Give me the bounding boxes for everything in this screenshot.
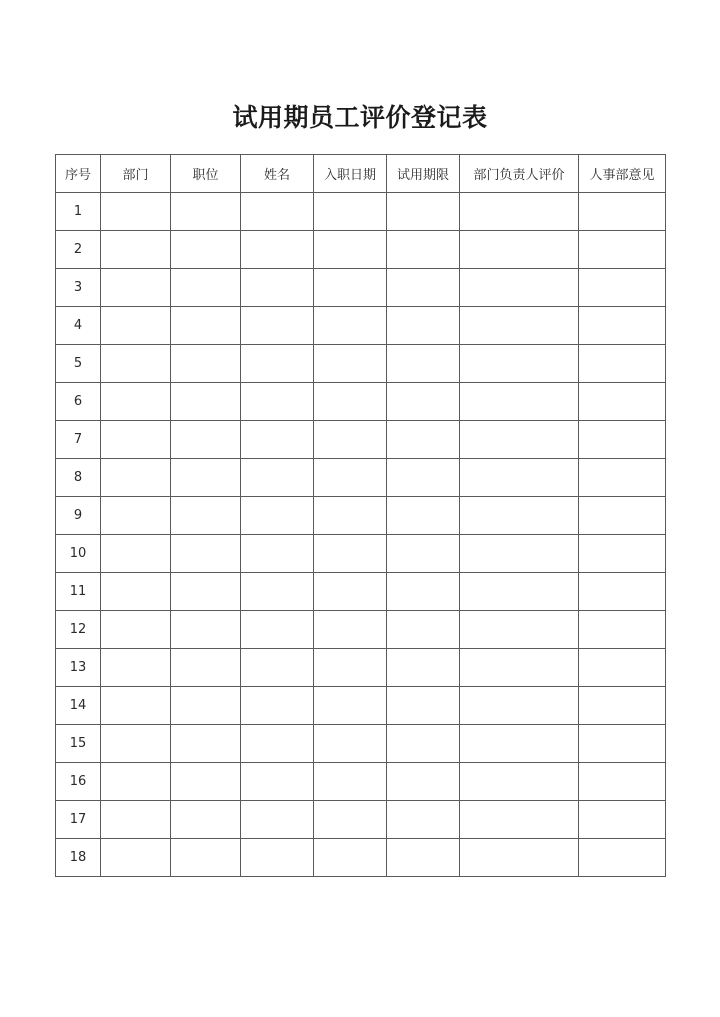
position-cell[interactable]	[171, 763, 241, 801]
probation-period-cell[interactable]	[387, 307, 460, 345]
table-row	[56, 459, 666, 497]
hr-opinion-cell[interactable]	[579, 801, 666, 839]
hire-date-cell[interactable]	[314, 839, 387, 877]
position-cell[interactable]	[171, 459, 241, 497]
row-index-cell: 10	[56, 535, 101, 573]
row-index-cell: 14	[56, 687, 101, 725]
manager-evaluation-cell[interactable]	[460, 801, 579, 839]
table-row	[56, 801, 666, 839]
table-row	[56, 725, 666, 763]
manager-evaluation-cell[interactable]	[460, 383, 579, 421]
name-cell[interactable]	[241, 535, 314, 573]
hr-opinion-cell[interactable]	[579, 649, 666, 687]
hire-date-cell[interactable]	[314, 687, 387, 725]
hire-date-cell[interactable]	[314, 649, 387, 687]
row-index-cell: 6	[56, 383, 101, 421]
hire-date-cell[interactable]	[314, 307, 387, 345]
manager-evaluation-cell[interactable]	[460, 269, 579, 307]
hire-date-cell[interactable]	[314, 497, 387, 535]
row-index-cell: 2	[56, 231, 101, 269]
table-row	[56, 383, 666, 421]
manager-evaluation-cell[interactable]	[460, 649, 579, 687]
department-cell[interactable]	[101, 231, 171, 269]
hire-date-cell[interactable]	[314, 763, 387, 801]
position-cell[interactable]	[171, 345, 241, 383]
name-cell[interactable]	[241, 307, 314, 345]
manager-evaluation-cell[interactable]	[460, 687, 579, 725]
table-row	[56, 345, 666, 383]
hr-opinion-cell[interactable]	[579, 345, 666, 383]
hire-date-cell[interactable]	[314, 725, 387, 763]
col-header-department: 部门	[101, 155, 171, 193]
probation-period-cell[interactable]	[387, 801, 460, 839]
row-index-cell: 1	[56, 193, 101, 231]
name-cell[interactable]	[241, 459, 314, 497]
probation-period-cell[interactable]	[387, 535, 460, 573]
name-cell[interactable]	[241, 763, 314, 801]
table-row	[56, 649, 666, 687]
probation-period-cell[interactable]	[387, 345, 460, 383]
position-cell[interactable]	[171, 573, 241, 611]
probation-period-cell[interactable]	[387, 611, 460, 649]
table-row	[56, 573, 666, 611]
table-row	[56, 497, 666, 535]
col-header-name: 姓名	[241, 155, 314, 193]
manager-evaluation-cell[interactable]	[460, 573, 579, 611]
department-cell[interactable]	[101, 497, 171, 535]
col-header-hr-opinion: 人事部意见	[579, 155, 666, 193]
row-index-cell: 18	[56, 839, 101, 877]
hr-opinion-cell[interactable]	[579, 497, 666, 535]
page-title: 试用期员工评价登记表	[232, 103, 488, 132]
probation-period-cell[interactable]	[387, 725, 460, 763]
row-index-cell: 8	[56, 459, 101, 497]
col-header-position: 职位	[171, 155, 241, 193]
manager-evaluation-cell[interactable]	[460, 763, 579, 801]
manager-evaluation-cell[interactable]	[460, 193, 579, 231]
header-row	[56, 155, 666, 193]
manager-evaluation-cell[interactable]	[460, 421, 579, 459]
hr-opinion-cell[interactable]	[579, 763, 666, 801]
hr-opinion-cell[interactable]	[579, 307, 666, 345]
name-cell[interactable]	[241, 687, 314, 725]
col-header-probation-period: 试用期限	[387, 155, 460, 193]
position-cell[interactable]	[171, 649, 241, 687]
manager-evaluation-cell[interactable]	[460, 725, 579, 763]
probation-period-cell[interactable]	[387, 687, 460, 725]
table-row	[56, 193, 666, 231]
table-body	[56, 193, 666, 877]
manager-evaluation-cell[interactable]	[460, 307, 579, 345]
manager-evaluation-cell[interactable]	[460, 839, 579, 877]
position-cell[interactable]	[171, 611, 241, 649]
manager-evaluation-cell[interactable]	[460, 497, 579, 535]
row-index-cell: 15	[56, 725, 101, 763]
department-cell[interactable]	[101, 573, 171, 611]
department-cell[interactable]	[101, 421, 171, 459]
hire-date-cell[interactable]	[314, 269, 387, 307]
probation-period-cell[interactable]	[387, 231, 460, 269]
manager-evaluation-cell[interactable]	[460, 611, 579, 649]
name-cell[interactable]	[241, 231, 314, 269]
probation-period-cell[interactable]	[387, 459, 460, 497]
department-cell[interactable]	[101, 307, 171, 345]
row-index-cell: 11	[56, 573, 101, 611]
col-header-index: 序号	[56, 155, 101, 193]
manager-evaluation-cell[interactable]	[460, 231, 579, 269]
row-index-cell: 12	[56, 611, 101, 649]
name-cell[interactable]	[241, 725, 314, 763]
department-cell[interactable]	[101, 611, 171, 649]
row-index-cell: 13	[56, 649, 101, 687]
position-cell[interactable]	[171, 383, 241, 421]
position-cell[interactable]	[171, 725, 241, 763]
hr-opinion-cell[interactable]	[579, 573, 666, 611]
hire-date-cell[interactable]	[314, 611, 387, 649]
row-index-cell: 3	[56, 269, 101, 307]
name-cell[interactable]	[241, 269, 314, 307]
table-row	[56, 421, 666, 459]
department-cell[interactable]	[101, 649, 171, 687]
hr-opinion-cell[interactable]	[579, 725, 666, 763]
department-cell[interactable]	[101, 687, 171, 725]
table-row	[56, 535, 666, 573]
position-cell[interactable]	[171, 193, 241, 231]
table-row	[56, 269, 666, 307]
hr-opinion-cell[interactable]	[579, 535, 666, 573]
department-cell[interactable]	[101, 763, 171, 801]
probation-period-cell[interactable]	[387, 763, 460, 801]
name-cell[interactable]	[241, 193, 314, 231]
hr-opinion-cell[interactable]	[579, 611, 666, 649]
hire-date-cell[interactable]	[314, 801, 387, 839]
position-cell[interactable]	[171, 839, 241, 877]
department-cell[interactable]	[101, 269, 171, 307]
table-row	[56, 839, 666, 877]
row-index-cell: 9	[56, 497, 101, 535]
hr-opinion-cell[interactable]	[579, 459, 666, 497]
name-cell[interactable]	[241, 497, 314, 535]
position-cell[interactable]	[171, 687, 241, 725]
probation-period-cell[interactable]	[387, 497, 460, 535]
hire-date-cell[interactable]	[314, 383, 387, 421]
hr-opinion-cell[interactable]	[579, 193, 666, 231]
position-cell[interactable]	[171, 535, 241, 573]
hire-date-cell[interactable]	[314, 573, 387, 611]
evaluation-table	[55, 154, 666, 877]
name-cell[interactable]	[241, 839, 314, 877]
name-cell[interactable]	[241, 801, 314, 839]
hr-opinion-cell[interactable]	[579, 231, 666, 269]
hr-opinion-cell[interactable]	[579, 687, 666, 725]
department-cell[interactable]	[101, 535, 171, 573]
name-cell[interactable]	[241, 345, 314, 383]
position-cell[interactable]	[171, 269, 241, 307]
table-row	[56, 687, 666, 725]
probation-period-cell[interactable]	[387, 573, 460, 611]
position-cell[interactable]	[171, 307, 241, 345]
probation-period-cell[interactable]	[387, 269, 460, 307]
department-cell[interactable]	[101, 193, 171, 231]
table-row	[56, 611, 666, 649]
table-row	[56, 307, 666, 345]
table-row	[56, 231, 666, 269]
probation-period-cell[interactable]	[387, 421, 460, 459]
probation-period-cell[interactable]	[387, 193, 460, 231]
row-index-cell: 4	[56, 307, 101, 345]
manager-evaluation-cell[interactable]	[460, 535, 579, 573]
hire-date-cell[interactable]	[314, 535, 387, 573]
department-cell[interactable]	[101, 383, 171, 421]
manager-evaluation-cell[interactable]	[460, 345, 579, 383]
col-header-manager-evaluation: 部门负责人评价	[460, 155, 579, 193]
department-cell[interactable]	[101, 459, 171, 497]
col-header-hire-date: 入职日期	[314, 155, 387, 193]
position-cell[interactable]	[171, 497, 241, 535]
name-cell[interactable]	[241, 649, 314, 687]
probation-period-cell[interactable]	[387, 839, 460, 877]
position-cell[interactable]	[171, 421, 241, 459]
hire-date-cell[interactable]	[314, 345, 387, 383]
table-row	[56, 763, 666, 801]
name-cell[interactable]	[241, 611, 314, 649]
probation-period-cell[interactable]	[387, 383, 460, 421]
hr-opinion-cell[interactable]	[579, 269, 666, 307]
hire-date-cell[interactable]	[314, 193, 387, 231]
name-cell[interactable]	[241, 421, 314, 459]
position-cell[interactable]	[171, 231, 241, 269]
hire-date-cell[interactable]	[314, 459, 387, 497]
hr-opinion-cell[interactable]	[579, 839, 666, 877]
row-index-cell: 5	[56, 345, 101, 383]
hire-date-cell[interactable]	[314, 421, 387, 459]
hr-opinion-cell[interactable]	[579, 383, 666, 421]
department-cell[interactable]	[101, 801, 171, 839]
department-cell[interactable]	[101, 839, 171, 877]
name-cell[interactable]	[241, 383, 314, 421]
manager-evaluation-cell[interactable]	[460, 459, 579, 497]
hire-date-cell[interactable]	[314, 231, 387, 269]
row-index-cell: 7	[56, 421, 101, 459]
department-cell[interactable]	[101, 345, 171, 383]
probation-period-cell[interactable]	[387, 649, 460, 687]
name-cell[interactable]	[241, 573, 314, 611]
row-index-cell: 17	[56, 801, 101, 839]
row-index-cell: 16	[56, 763, 101, 801]
position-cell[interactable]	[171, 801, 241, 839]
department-cell[interactable]	[101, 725, 171, 763]
hr-opinion-cell[interactable]	[579, 421, 666, 459]
